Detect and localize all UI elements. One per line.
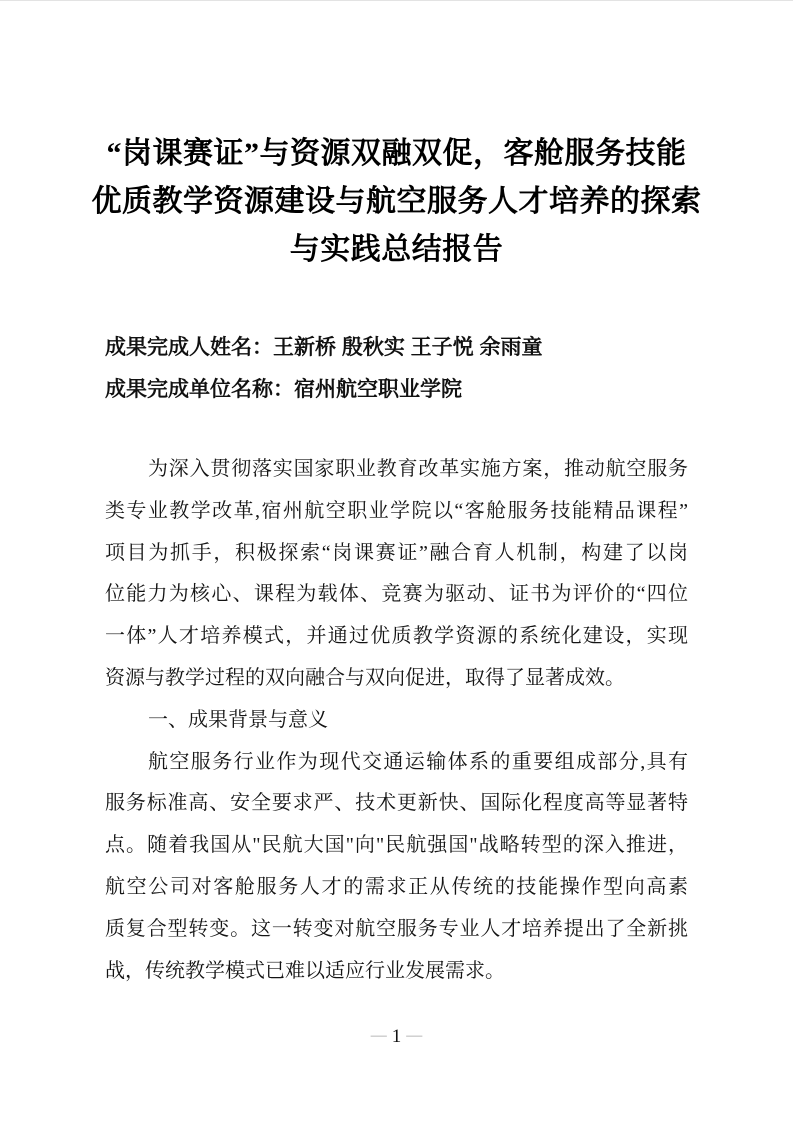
report-title (0, 130, 793, 274)
organization-value: 宿州航空职业学院 (294, 378, 462, 401)
organization-label: 成果完成单位名称： (105, 378, 294, 401)
body-line: 点。随着我国从"民航大国"向"民航强国"战略转型的深入推进， (105, 834, 688, 857)
body-line: 为深入贯彻落实国家职业教育改革实施方案，推动航空服务 (148, 458, 688, 480)
body-line: 战，传统教学模式已难以适应行业发展需求。 (105, 959, 505, 982)
footer-dash-left: — (370, 1027, 387, 1044)
body-line: 位能力为核心、课程为载体、竞赛为驱动、证书为评价的“四位 (105, 583, 688, 606)
section-heading: 一、成果背景与意义 (148, 708, 328, 731)
body-line: 类专业教学改革,宿州航空职业学院以“客舱服务技能精品课程” (105, 499, 688, 522)
report-body (105, 449, 688, 992)
body-line: 航空公司对客舱服务人才的需求正从传统的技能操作型向高素 (105, 875, 688, 898)
page-number: 1 (391, 1026, 402, 1047)
body-line: 资源与教学过程的双向融合与双向促进，取得了显著成效。 (105, 666, 625, 689)
authors-label: 成果完成人姓名： (105, 336, 273, 359)
page-footer (0, 1023, 793, 1050)
body-line: 航空服务行业作为现代交通运输体系的重要组成部分,具有 (148, 750, 688, 773)
report-meta (105, 327, 688, 411)
page-top-edge (0, 0, 793, 1)
body-line: 项目为抓手，积极探索“岗课赛证”融合育人机制，构建了以岗 (105, 541, 688, 564)
report-title-line-1: “岗课赛证”与资源双融双促，客舱服务技能 (106, 137, 687, 170)
authors-value: 王新桥 殷秋实 王子悦 余雨童 (273, 336, 543, 359)
report-title-line-3: 与实践总结报告 (289, 233, 504, 266)
authors-line (105, 327, 688, 369)
report-title-line-2: 优质教学资源建设与航空服务人才培养的探索 (91, 185, 702, 218)
body-line: 服务标准高、安全要求严、技术更新快、国际化程度高等显著特 (105, 792, 688, 815)
footer-dash-right: — (406, 1027, 423, 1044)
organization-line (105, 369, 688, 411)
body-line: 一体”人才培养模式，并通过优质教学资源的系统化建设，实现 (105, 625, 688, 648)
body-line: 质复合型转变。这一转变对航空服务专业人才培养提出了全新挑 (105, 917, 688, 940)
